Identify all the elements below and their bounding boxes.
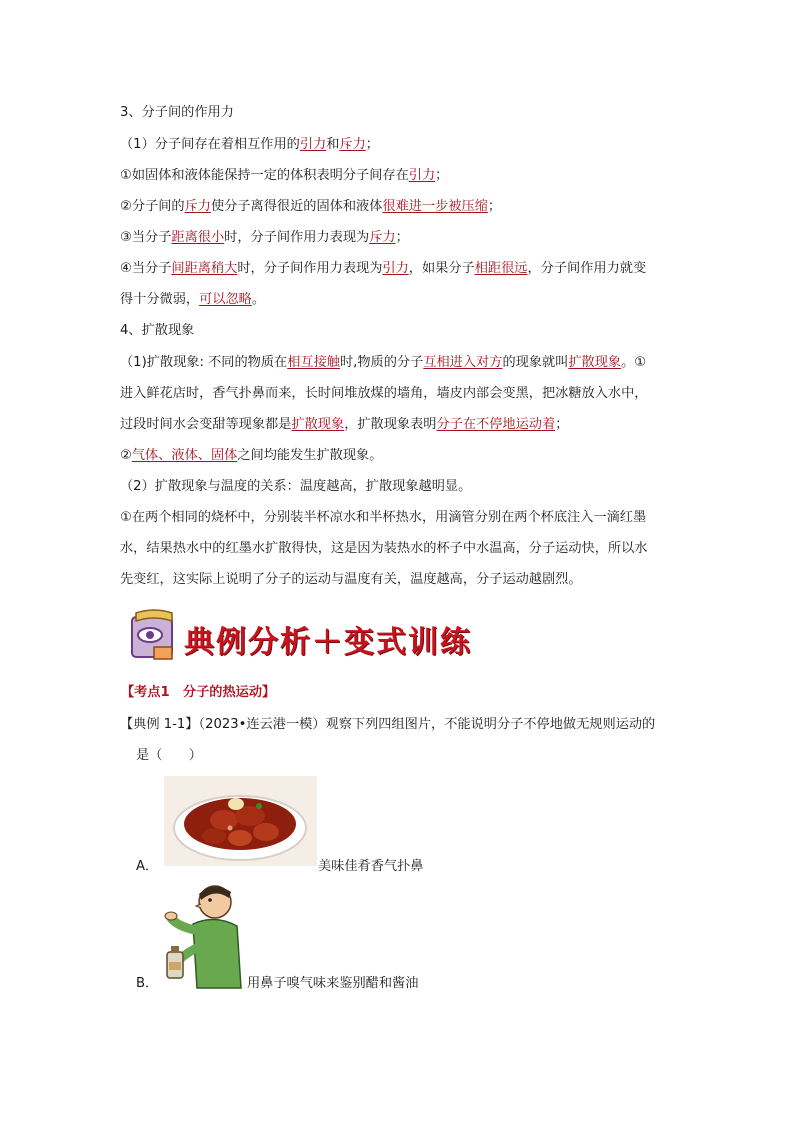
text: 时，分子间作用力表现为 [224, 230, 370, 245]
keyword: 互相进入对方 [423, 355, 503, 370]
keyword: 相互接触 [287, 355, 340, 370]
text: ②分子间的 [120, 199, 185, 214]
section3-para1 [120, 135, 379, 155]
section4-para1 [120, 353, 646, 373]
text: ； [487, 199, 502, 214]
text: 之间均能发生扩散现象。 [237, 448, 383, 463]
keyword: 很难进一步被压缩 [382, 199, 488, 214]
text: ，如果分子 [408, 261, 475, 276]
text: ④当分子 [120, 261, 172, 276]
text: （1）分子间存在着相互作用的 [120, 137, 300, 152]
section4-para2: 进入鲜花店时，香气扑鼻而来，长时间堆放煤的墙角，墙皮内部会变黑，把冰糖放入水中， [120, 386, 648, 401]
keyword: 分子在不停地运动着 [436, 417, 556, 432]
section4-para7: 水，结果热水中的红墨水扩散得快，这是因为装热水的杯子中水温高，分子运动快，所以水 [120, 541, 648, 556]
text: ； [395, 230, 409, 245]
option-b-text: 用鼻子嗅气味来鉴别醋和酱油 [247, 976, 419, 991]
keyword: 距离很小 [171, 230, 225, 245]
text: 。 [251, 292, 266, 307]
section3-para6 [120, 290, 265, 310]
keyword: 斥力 [369, 230, 396, 245]
keyword: 可以忽略 [199, 292, 252, 307]
section4-para8: 先变红，这实际上说明了分子的运动与温度有关，温度越高，分子运动越剧烈。 [120, 572, 582, 587]
option-a-label: A． [136, 859, 159, 874]
text: ，分子间作用力就变 [527, 261, 647, 276]
text: 过段时间水会变甜等现象都是 [120, 417, 292, 432]
keyword: 斥力 [184, 199, 211, 214]
section4-para5: （2）扩散现象与温度的关系：温度越高，扩散现象越明显。 [120, 479, 472, 494]
option-a-text: 美味佳肴香气扑鼻 [318, 859, 424, 874]
boy-smelling-bottle-icon [163, 880, 245, 990]
text: ； [435, 168, 449, 183]
keyword: 引力 [408, 168, 436, 183]
keyword: 间距离稍大 [171, 261, 238, 276]
section3-para3 [120, 197, 501, 217]
text: ； [555, 417, 569, 432]
section3-para2 [120, 166, 448, 186]
section4-para4 [120, 446, 382, 466]
text: （1)扩散现象: 不同的物质在 [120, 355, 288, 370]
keyword: 相距很远 [474, 261, 528, 276]
keyword: 引力 [382, 261, 409, 276]
text: 使分子离得很近的固体和液体 [210, 199, 383, 214]
keyword: 引力 [299, 137, 327, 152]
text: 时，分子间作用力表现为 [237, 261, 383, 276]
kaodian-heading: 【考点1 分子的热运动】 [121, 685, 276, 700]
text: ①如固体和液体能保持一定的体积表明分子间存在 [120, 168, 409, 183]
text: ② [120, 448, 132, 463]
braised-pork-image [164, 776, 317, 866]
food-dish-icon [164, 776, 317, 866]
text: ； [365, 137, 379, 152]
boy-sniffing-image [163, 880, 245, 990]
text: 时,物质的分子 [339, 355, 424, 370]
keyword: 斥力 [339, 137, 366, 152]
keyword: 扩散现象 [568, 355, 622, 370]
text: 和 [326, 137, 340, 152]
text: 。① [621, 355, 647, 370]
section3-para4 [120, 228, 409, 248]
banner-title: 典例分析＋变式训练 [184, 625, 472, 660]
example-analysis-banner [126, 607, 472, 665]
keyword: 扩散现象 [291, 417, 345, 432]
section4-para6: ①在两个相同的烧杯中，分别装半杯凉水和半杯热水，用滴管分别在两个杯底注入一滴红墨 [120, 510, 647, 525]
section3-para5 [120, 259, 646, 279]
example-question-line2: 是（ ） [136, 748, 202, 763]
text: 的现象就叫 [502, 355, 569, 370]
section4-heading: 4、扩散现象 [120, 323, 195, 338]
scroll-eye-icon [126, 607, 182, 665]
example-question-line1: 【典例 1-1】（2023•连云港一模）观察下列四组图片，不能说明分子不停地做无规则运动的 [120, 717, 656, 732]
text: ，扩散现象表明 [344, 417, 437, 432]
text: 得十分微弱， [120, 292, 200, 307]
section4-para3 [120, 415, 568, 435]
option-b-label: B． [136, 976, 159, 991]
text: ③当分子 [120, 230, 172, 245]
keyword: 气体、液体、固体 [131, 448, 238, 463]
section3-heading: 3、分子间的作用力 [120, 105, 234, 120]
